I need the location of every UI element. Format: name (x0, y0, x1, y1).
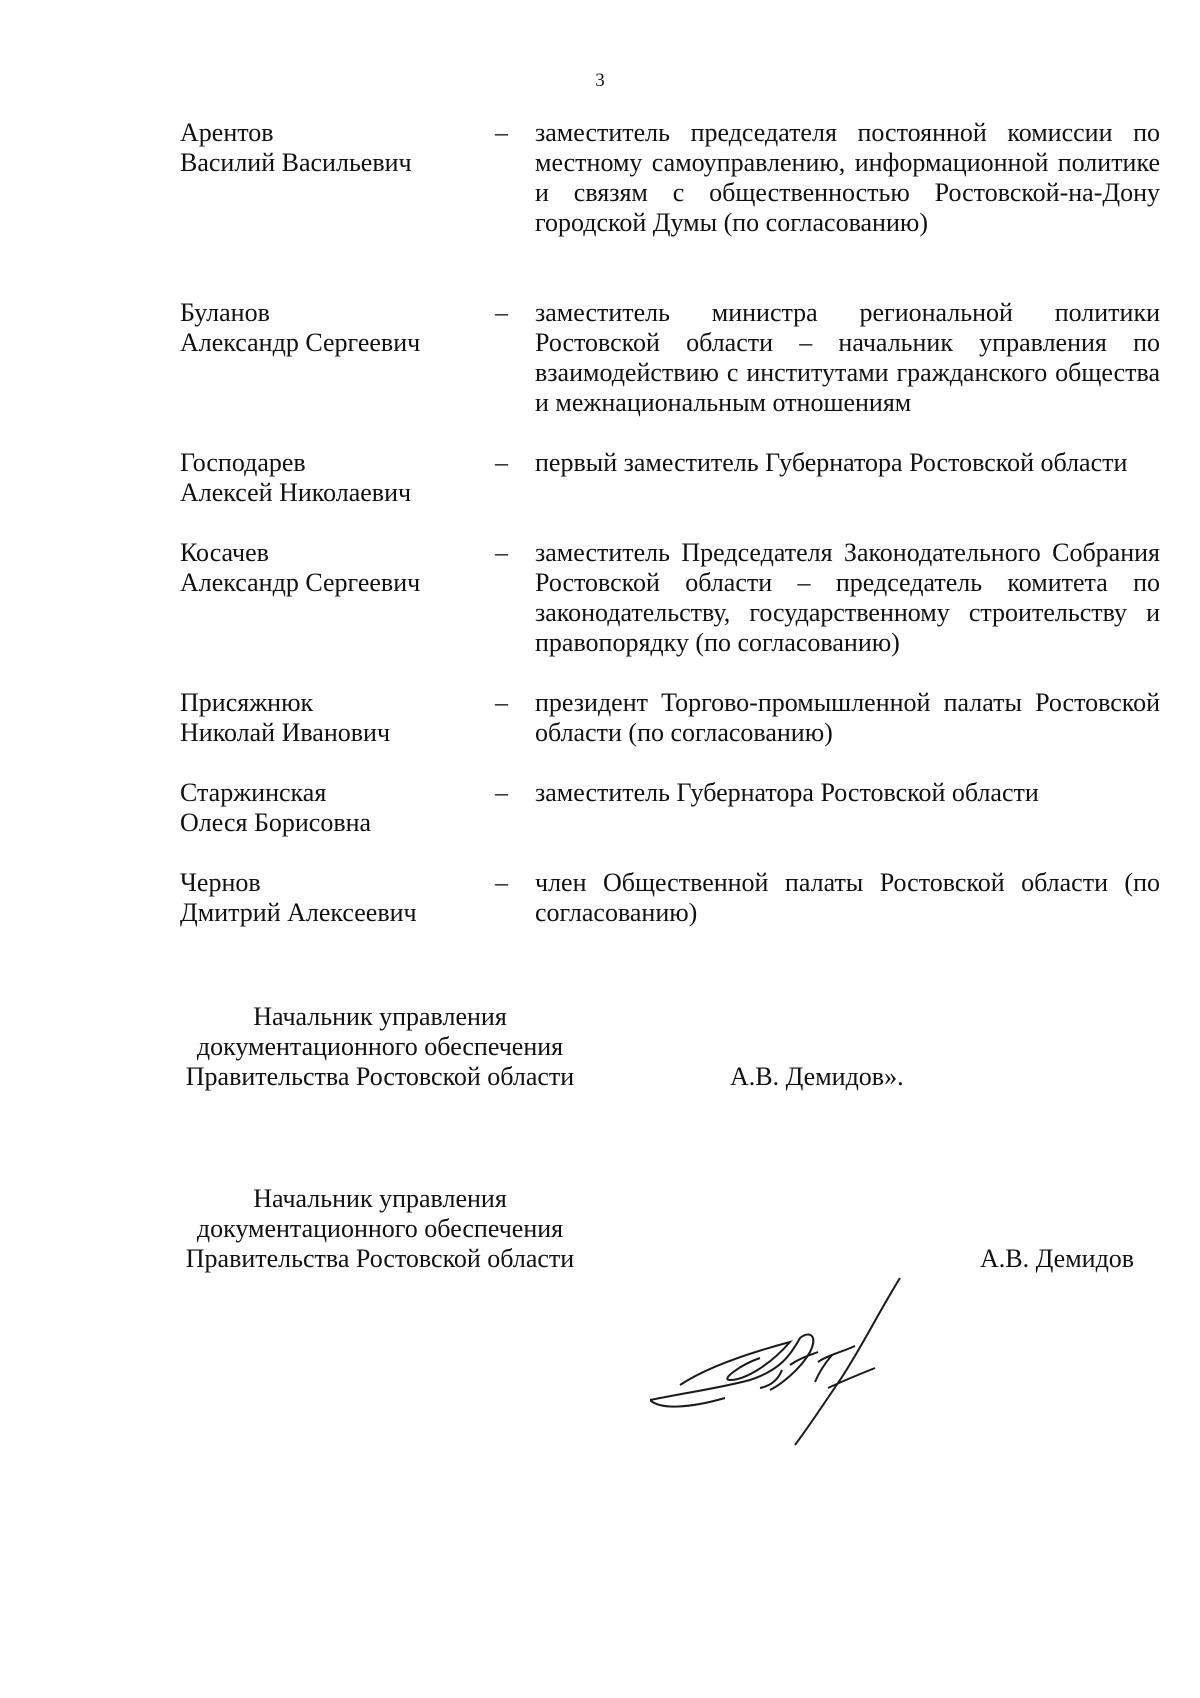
member-position: член Общественной палаты Ростовской области (по согласованию) (535, 868, 1160, 927)
member-position: заместитель министра региональной политики Ростовской области – начальник управления по взаимодействию с институтами гражданского общества и межнациональным отношениям (535, 298, 1160, 417)
signatory-title (160, 1002, 600, 1092)
signatory-title-line: Правительства Ростовской области (185, 1244, 575, 1273)
list-item (180, 688, 1160, 778)
dash: – (495, 688, 508, 717)
list-item (180, 448, 1160, 538)
member-surname: Господарев (180, 448, 306, 477)
member-given-name: Александр Сергеевич (180, 328, 421, 357)
member-position: заместитель председателя постоянной комиссии по местному самоуправлению, информационной политике и связям с общественностью Ростовской-на-Дону городской Думы (по согласованию) (535, 118, 1160, 237)
list-item (180, 778, 1160, 868)
member-surname: Чернов (180, 868, 261, 897)
handwritten-signature (650, 1270, 950, 1450)
dash: – (495, 448, 508, 477)
signatory-title-line: документационного обеспечения (196, 1032, 564, 1061)
dash: – (495, 298, 508, 327)
list-item (180, 298, 1160, 448)
member-given-name: Василий Васильевич (180, 148, 412, 177)
member-surname: Присяжнюк (180, 688, 314, 717)
signatory-title (160, 1184, 600, 1274)
member-given-name: Дмитрий Алексеевич (180, 898, 417, 927)
member-name (180, 778, 495, 838)
member-given-name: Алексей Николаевич (180, 478, 412, 507)
member-surname: Старжинская (180, 778, 327, 807)
signatory-title-line: Правительства Ростовской области (185, 1062, 575, 1091)
member-given-name: Александр Сергеевич (180, 568, 421, 597)
signatory-title-line: Начальник управления (253, 1184, 507, 1213)
member-position: президент Торгово-промышленной палаты Ростовской области (по согласованию) (535, 688, 1160, 747)
member-name (180, 688, 495, 748)
member-position: заместитель Председателя Законодательного Собрания Ростовской области – председатель комитета по законодательству, государственному строительству и правопорядку (по согласованию) (535, 538, 1160, 657)
member-given-name: Николай Иванович (180, 718, 391, 747)
member-position: заместитель Губернатора Ростовской области (535, 778, 1039, 807)
signatory-name: А.В. Демидов (980, 1244, 1135, 1273)
member-surname: Арентов (180, 118, 274, 147)
member-name (180, 538, 495, 598)
page-number: 3 (595, 70, 605, 91)
list-item (180, 118, 1160, 298)
member-name (180, 298, 495, 358)
member-given-name: Олеся Борисовна (180, 808, 372, 837)
member-surname: Буланов (180, 298, 270, 327)
signatory-name: А.В. Демидов». (730, 1062, 904, 1091)
member-position: первый заместитель Губернатора Ростовской области (535, 448, 1128, 477)
signatory-title-line: документационного обеспечения (196, 1214, 564, 1243)
dash: – (495, 118, 508, 147)
dash: – (495, 778, 508, 807)
member-list (180, 118, 1160, 928)
member-name (180, 118, 495, 178)
list-item (180, 868, 1160, 928)
dash: – (495, 868, 508, 897)
dash: – (495, 538, 508, 567)
member-name (180, 448, 495, 508)
signatory-title-line: Начальник управления (253, 1002, 507, 1031)
member-name (180, 868, 495, 928)
member-surname: Косачев (180, 538, 269, 567)
list-item (180, 538, 1160, 688)
